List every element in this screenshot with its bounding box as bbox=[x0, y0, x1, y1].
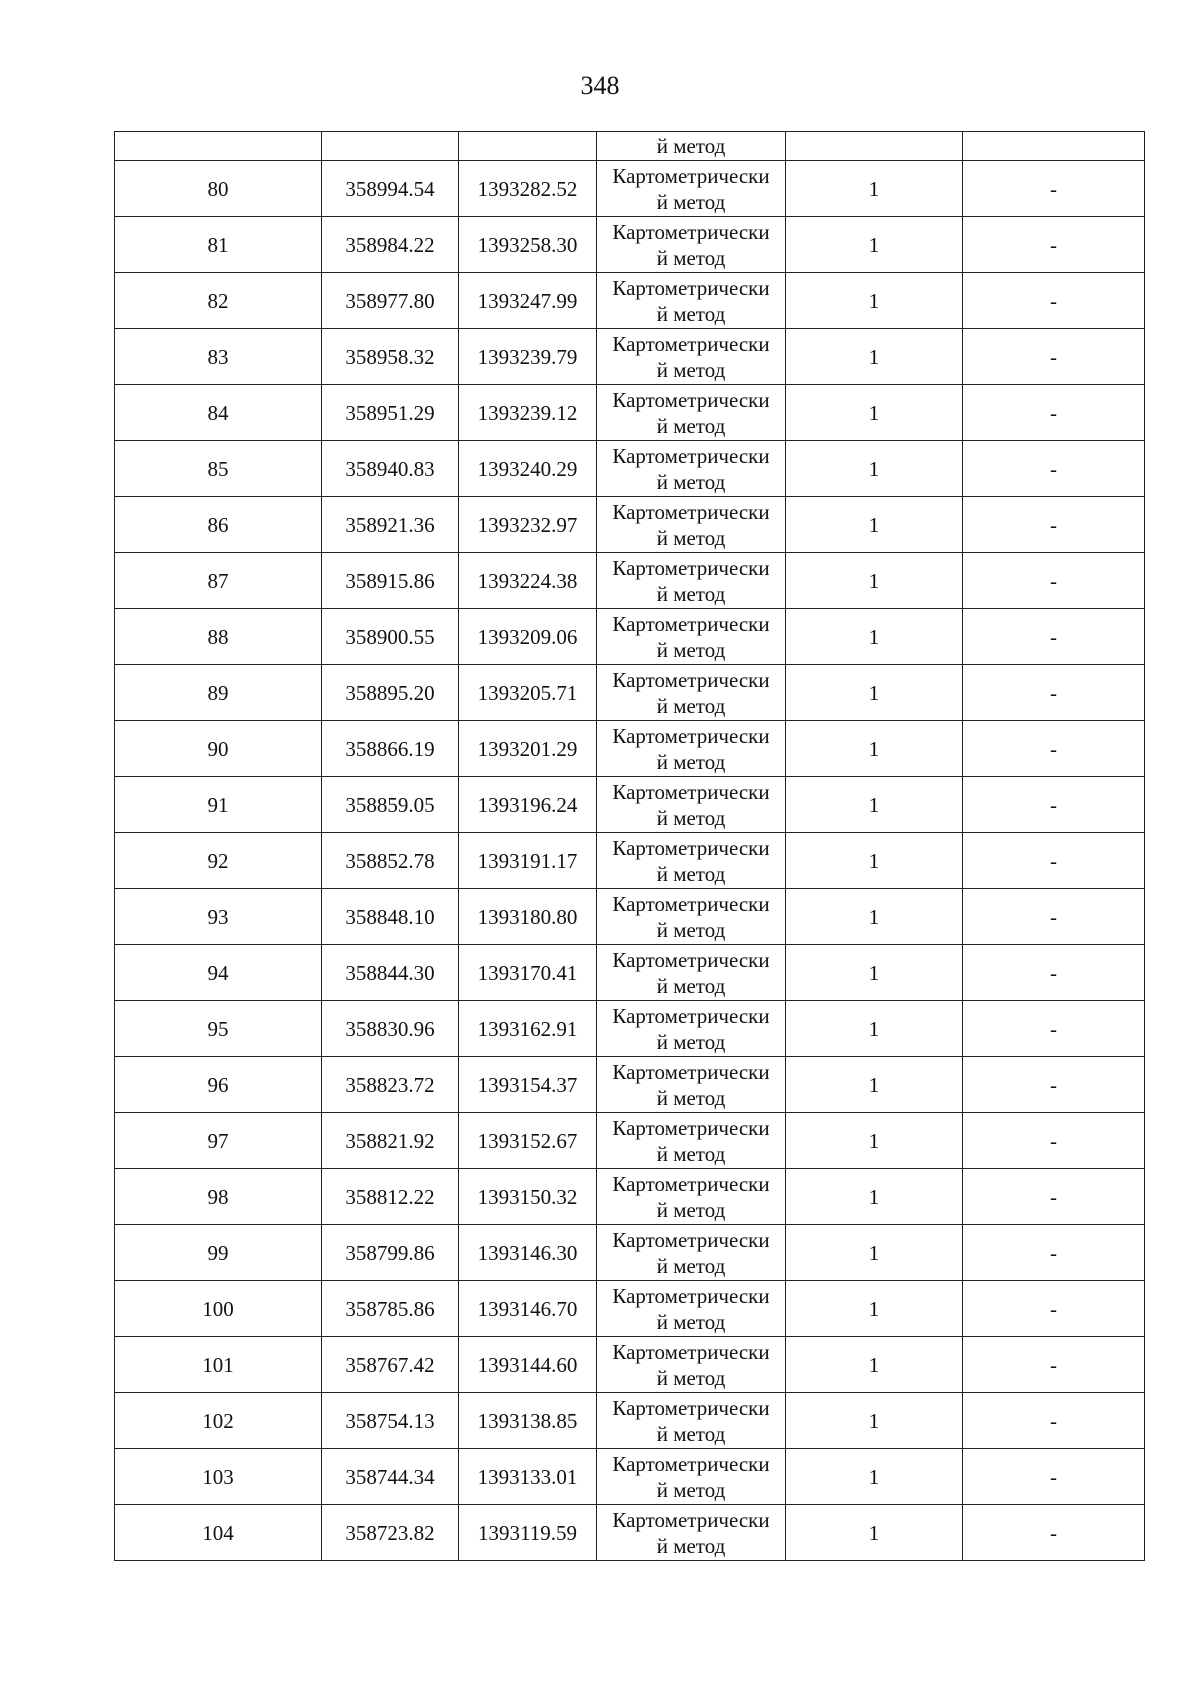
cell-note: - bbox=[963, 833, 1145, 889]
cell-y: 1393162.91 bbox=[459, 1001, 597, 1057]
cell-x: 358900.55 bbox=[322, 609, 459, 665]
cell-note: - bbox=[963, 1449, 1145, 1505]
method-line-2: й метод bbox=[656, 637, 726, 662]
cell-x: 358859.05 bbox=[322, 777, 459, 833]
method-line-1: Картометрически bbox=[612, 1339, 770, 1364]
method-line-1: Картометрически bbox=[612, 1003, 770, 1028]
cell-point-number: 91 bbox=[115, 777, 322, 833]
cell-x: 358977.80 bbox=[322, 273, 459, 329]
cell-accuracy: 1 bbox=[786, 721, 963, 777]
cell-method: й метод bbox=[597, 132, 786, 161]
cell-accuracy: 1 bbox=[786, 273, 963, 329]
cell-point-number: 94 bbox=[115, 945, 322, 1001]
cell-method bbox=[597, 1505, 786, 1561]
cell-y: 1393146.30 bbox=[459, 1225, 597, 1281]
cell-point-number bbox=[115, 132, 322, 161]
cell-note: - bbox=[963, 1001, 1145, 1057]
table-row bbox=[115, 273, 1145, 329]
cell-method bbox=[597, 1057, 786, 1113]
cell-accuracy: 1 bbox=[786, 777, 963, 833]
method-line-1: Картометрически bbox=[612, 891, 770, 916]
coordinates-table bbox=[114, 131, 1145, 1561]
cell-accuracy: 1 bbox=[786, 441, 963, 497]
cell-y: 1393119.59 bbox=[459, 1505, 597, 1561]
method-line-1: Картометрически bbox=[612, 611, 770, 636]
cell-point-number: 84 bbox=[115, 385, 322, 441]
cell-x: 358895.20 bbox=[322, 665, 459, 721]
table-row bbox=[115, 385, 1145, 441]
method-line-1: Картометрически bbox=[612, 1171, 770, 1196]
cell-method bbox=[597, 441, 786, 497]
method-line-2: й метод bbox=[656, 805, 726, 830]
cell-y: 1393138.85 bbox=[459, 1393, 597, 1449]
cell-point-number: 96 bbox=[115, 1057, 322, 1113]
method-line-1: Картометрически bbox=[612, 331, 770, 356]
cell-y bbox=[459, 132, 597, 161]
method-line-1: Картометрически bbox=[612, 1451, 770, 1476]
method-line-2: й метод bbox=[656, 917, 726, 942]
cell-y: 1393191.17 bbox=[459, 833, 597, 889]
cell-x: 358940.83 bbox=[322, 441, 459, 497]
cell-method bbox=[597, 1225, 786, 1281]
method-line-2: й метод bbox=[656, 693, 726, 718]
cell-y: 1393144.60 bbox=[459, 1337, 597, 1393]
cell-note: - bbox=[963, 777, 1145, 833]
method-line-2: й метод bbox=[656, 189, 726, 214]
method-line-2: й метод bbox=[656, 1141, 726, 1166]
cell-accuracy: 1 bbox=[786, 1113, 963, 1169]
method-line-2: й метод bbox=[656, 1253, 726, 1278]
cell-accuracy: 1 bbox=[786, 329, 963, 385]
cell-x bbox=[322, 132, 459, 161]
method-line-2: й метод bbox=[656, 581, 726, 606]
table-row bbox=[115, 1057, 1145, 1113]
cell-accuracy: 1 bbox=[786, 945, 963, 1001]
method-line-1: Картометрически bbox=[612, 723, 770, 748]
cell-x: 358921.36 bbox=[322, 497, 459, 553]
cell-method bbox=[597, 1449, 786, 1505]
method-line-1: Картометрически bbox=[612, 443, 770, 468]
table-row bbox=[115, 665, 1145, 721]
method-line-1: Картометрически bbox=[612, 1395, 770, 1420]
method-line-2: й метод bbox=[656, 469, 726, 494]
cell-note: - bbox=[963, 497, 1145, 553]
cell-method bbox=[597, 553, 786, 609]
cell-note: - bbox=[963, 609, 1145, 665]
cell-y: 1393154.37 bbox=[459, 1057, 597, 1113]
cell-note: - bbox=[963, 1057, 1145, 1113]
cell-note: - bbox=[963, 665, 1145, 721]
cell-accuracy: 1 bbox=[786, 1225, 963, 1281]
table-row bbox=[115, 1505, 1145, 1561]
method-line-2: й метод bbox=[656, 861, 726, 886]
cell-x: 358821.92 bbox=[322, 1113, 459, 1169]
cell-method bbox=[597, 1393, 786, 1449]
method-line-2: й метод bbox=[656, 1197, 726, 1222]
cell-note: - bbox=[963, 1337, 1145, 1393]
cell-point-number: 82 bbox=[115, 273, 322, 329]
cell-accuracy: 1 bbox=[786, 553, 963, 609]
cell-y: 1393240.29 bbox=[459, 441, 597, 497]
method-line-2: й метод bbox=[656, 973, 726, 998]
table-row bbox=[115, 945, 1145, 1001]
method-line-1: Картометрически bbox=[612, 667, 770, 692]
cell-y: 1393209.06 bbox=[459, 609, 597, 665]
cell-point-number: 83 bbox=[115, 329, 322, 385]
cell-y: 1393282.52 bbox=[459, 161, 597, 217]
method-line-2: й метод bbox=[656, 525, 726, 550]
table-row bbox=[115, 1393, 1145, 1449]
cell-method bbox=[597, 1113, 786, 1169]
cell-point-number: 81 bbox=[115, 217, 322, 273]
cell-point-number: 100 bbox=[115, 1281, 322, 1337]
cell-y: 1393239.12 bbox=[459, 385, 597, 441]
cell-x: 358994.54 bbox=[322, 161, 459, 217]
method-line-1: Картометрически bbox=[612, 499, 770, 524]
cell-method bbox=[597, 609, 786, 665]
cell-accuracy: 1 bbox=[786, 385, 963, 441]
cell-accuracy: 1 bbox=[786, 1337, 963, 1393]
cell-point-number: 90 bbox=[115, 721, 322, 777]
table-row bbox=[115, 329, 1145, 385]
cell-x: 358844.30 bbox=[322, 945, 459, 1001]
cell-x: 358744.34 bbox=[322, 1449, 459, 1505]
cell-x: 358852.78 bbox=[322, 833, 459, 889]
cell-y: 1393224.38 bbox=[459, 553, 597, 609]
method-line-2: й метод bbox=[656, 749, 726, 774]
cell-x: 358866.19 bbox=[322, 721, 459, 777]
table-row bbox=[115, 217, 1145, 273]
method-line-2: й метод bbox=[656, 1365, 726, 1390]
cell-method bbox=[597, 273, 786, 329]
cell-y: 1393232.97 bbox=[459, 497, 597, 553]
method-line-2: й метод bbox=[656, 1085, 726, 1110]
table-row bbox=[115, 1001, 1145, 1057]
cell-y: 1393146.70 bbox=[459, 1281, 597, 1337]
cell-x: 358754.13 bbox=[322, 1393, 459, 1449]
cell-accuracy: 1 bbox=[786, 665, 963, 721]
cell-accuracy bbox=[786, 132, 963, 161]
cell-note: - bbox=[963, 1281, 1145, 1337]
method-line-2: й метод bbox=[656, 1309, 726, 1334]
cell-note: - bbox=[963, 217, 1145, 273]
cell-y: 1393180.80 bbox=[459, 889, 597, 945]
cell-y: 1393258.30 bbox=[459, 217, 597, 273]
method-line-1: Картометрически bbox=[612, 947, 770, 972]
cell-accuracy: 1 bbox=[786, 1001, 963, 1057]
cell-note: - bbox=[963, 721, 1145, 777]
method-line-1: Картометрически bbox=[612, 1115, 770, 1140]
table-row bbox=[115, 833, 1145, 889]
method-line-1: Картометрически bbox=[612, 555, 770, 580]
cell-method bbox=[597, 1337, 786, 1393]
cell-x: 358958.32 bbox=[322, 329, 459, 385]
cell-y: 1393170.41 bbox=[459, 945, 597, 1001]
table-row bbox=[115, 609, 1145, 665]
method-line-1: Картометрически bbox=[612, 387, 770, 412]
cell-x: 358823.72 bbox=[322, 1057, 459, 1113]
cell-point-number: 80 bbox=[115, 161, 322, 217]
cell-method bbox=[597, 217, 786, 273]
cell-method bbox=[597, 665, 786, 721]
cell-accuracy: 1 bbox=[786, 1393, 963, 1449]
cell-y: 1393152.67 bbox=[459, 1113, 597, 1169]
coordinates-table-body bbox=[115, 132, 1145, 1561]
cell-y: 1393133.01 bbox=[459, 1449, 597, 1505]
cell-x: 358767.42 bbox=[322, 1337, 459, 1393]
cell-point-number: 102 bbox=[115, 1393, 322, 1449]
cell-y: 1393205.71 bbox=[459, 665, 597, 721]
cell-accuracy: 1 bbox=[786, 497, 963, 553]
cell-point-number: 99 bbox=[115, 1225, 322, 1281]
cell-method bbox=[597, 945, 786, 1001]
table-row bbox=[115, 777, 1145, 833]
cell-accuracy: 1 bbox=[786, 1449, 963, 1505]
cell-accuracy: 1 bbox=[786, 1057, 963, 1113]
cell-point-number: 86 bbox=[115, 497, 322, 553]
table-row bbox=[115, 1449, 1145, 1505]
table-row bbox=[115, 889, 1145, 945]
table-row bbox=[115, 1169, 1145, 1225]
method-line-1: Картометрически bbox=[612, 1283, 770, 1308]
table-row bbox=[115, 1225, 1145, 1281]
cell-note: - bbox=[963, 1225, 1145, 1281]
cell-note: - bbox=[963, 945, 1145, 1001]
cell-accuracy: 1 bbox=[786, 833, 963, 889]
method-line-2: й метод bbox=[656, 1477, 726, 1502]
method-line-2: й метод bbox=[656, 357, 726, 382]
cell-note: - bbox=[963, 1393, 1145, 1449]
cell-point-number: 101 bbox=[115, 1337, 322, 1393]
cell-point-number: 104 bbox=[115, 1505, 322, 1561]
cell-x: 358785.86 bbox=[322, 1281, 459, 1337]
cell-method bbox=[597, 497, 786, 553]
cell-method bbox=[597, 833, 786, 889]
cell-point-number: 92 bbox=[115, 833, 322, 889]
cell-y: 1393247.99 bbox=[459, 273, 597, 329]
continuation-row bbox=[115, 132, 1145, 161]
cell-method bbox=[597, 777, 786, 833]
cell-note: - bbox=[963, 1505, 1145, 1561]
cell-accuracy: 1 bbox=[786, 161, 963, 217]
method-line-2: й метод bbox=[656, 1029, 726, 1054]
cell-accuracy: 1 bbox=[786, 1281, 963, 1337]
cell-y: 1393201.29 bbox=[459, 721, 597, 777]
cell-method bbox=[597, 1169, 786, 1225]
cell-x: 358812.22 bbox=[322, 1169, 459, 1225]
method-line-1: Картометрически bbox=[612, 1059, 770, 1084]
method-line-2: й метод bbox=[656, 1533, 726, 1558]
table-row bbox=[115, 553, 1145, 609]
method-line-1: Картометрически bbox=[612, 163, 770, 188]
cell-note bbox=[963, 132, 1145, 161]
cell-note: - bbox=[963, 1113, 1145, 1169]
cell-point-number: 85 bbox=[115, 441, 322, 497]
table-row bbox=[115, 1337, 1145, 1393]
cell-y: 1393196.24 bbox=[459, 777, 597, 833]
method-line-1: Картометрически bbox=[612, 1227, 770, 1252]
cell-method bbox=[597, 1281, 786, 1337]
cell-x: 358951.29 bbox=[322, 385, 459, 441]
cell-accuracy: 1 bbox=[786, 217, 963, 273]
method-line-1: Картометрически bbox=[612, 275, 770, 300]
cell-method bbox=[597, 329, 786, 385]
cell-x: 358984.22 bbox=[322, 217, 459, 273]
cell-method bbox=[597, 385, 786, 441]
cell-y: 1393150.32 bbox=[459, 1169, 597, 1225]
cell-point-number: 97 bbox=[115, 1113, 322, 1169]
method-line-2: й метод bbox=[656, 301, 726, 326]
cell-method bbox=[597, 1001, 786, 1057]
table-row bbox=[115, 497, 1145, 553]
cell-x: 358848.10 bbox=[322, 889, 459, 945]
method-line-1: Картометрически bbox=[612, 779, 770, 804]
cell-note: - bbox=[963, 329, 1145, 385]
cell-accuracy: 1 bbox=[786, 1169, 963, 1225]
cell-point-number: 89 bbox=[115, 665, 322, 721]
cell-accuracy: 1 bbox=[786, 889, 963, 945]
cell-point-number: 88 bbox=[115, 609, 322, 665]
table-row bbox=[115, 1113, 1145, 1169]
table-row bbox=[115, 721, 1145, 777]
cell-note: - bbox=[963, 553, 1145, 609]
method-line-2: й метод bbox=[656, 1421, 726, 1446]
method-line-1: Картометрически bbox=[612, 219, 770, 244]
page-number: 348 bbox=[580, 71, 620, 100]
cell-x: 358799.86 bbox=[322, 1225, 459, 1281]
cell-note: - bbox=[963, 441, 1145, 497]
cell-accuracy: 1 bbox=[786, 609, 963, 665]
method-line-1: Картометрически bbox=[612, 1507, 770, 1532]
cell-method bbox=[597, 721, 786, 777]
table-row bbox=[115, 1281, 1145, 1337]
cell-note: - bbox=[963, 161, 1145, 217]
table-row bbox=[115, 161, 1145, 217]
method-line-2: й метод bbox=[656, 245, 726, 270]
cell-accuracy: 1 bbox=[786, 1505, 963, 1561]
cell-method bbox=[597, 889, 786, 945]
cell-point-number: 95 bbox=[115, 1001, 322, 1057]
cell-x: 358830.96 bbox=[322, 1001, 459, 1057]
method-line-2: й метод bbox=[656, 413, 726, 438]
cell-point-number: 103 bbox=[115, 1449, 322, 1505]
cell-y: 1393239.79 bbox=[459, 329, 597, 385]
cell-note: - bbox=[963, 1169, 1145, 1225]
method-line-1: Картометрически bbox=[612, 835, 770, 860]
cell-note: - bbox=[963, 273, 1145, 329]
table-row bbox=[115, 441, 1145, 497]
cell-note: - bbox=[963, 889, 1145, 945]
cell-point-number: 93 bbox=[115, 889, 322, 945]
cell-x: 358915.86 bbox=[322, 553, 459, 609]
cell-point-number: 98 bbox=[115, 1169, 322, 1225]
cell-note: - bbox=[963, 385, 1145, 441]
cell-method bbox=[597, 161, 786, 217]
cell-point-number: 87 bbox=[115, 553, 322, 609]
cell-x: 358723.82 bbox=[322, 1505, 459, 1561]
